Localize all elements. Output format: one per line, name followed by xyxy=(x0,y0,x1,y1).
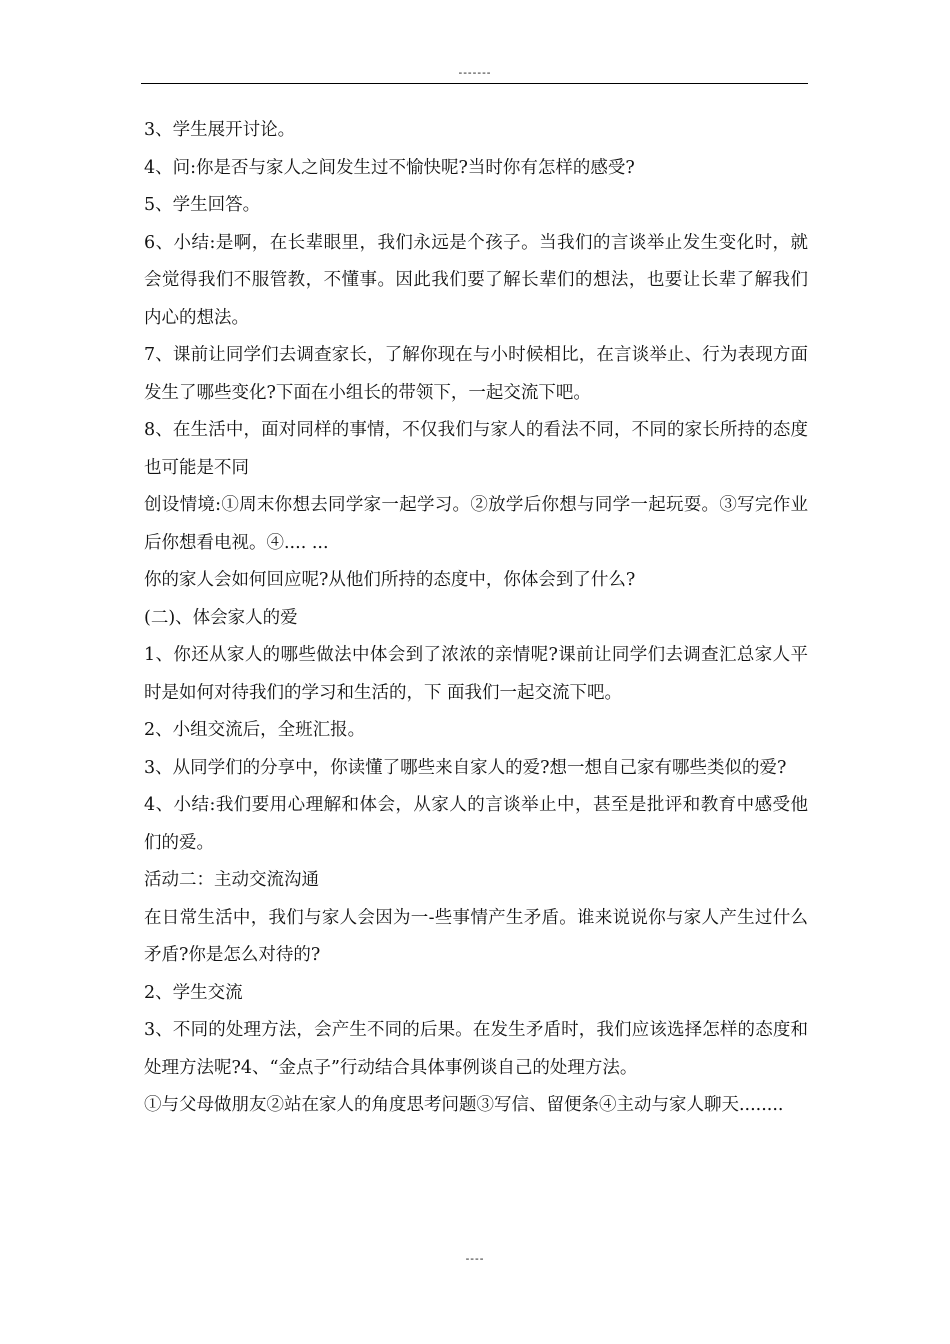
paragraph: 8、在生活中，面对同样的事情，不仅我们与家人的看法不同，不同的家长所持的态度也可能是不同 xyxy=(144,420,808,478)
paragraph: 3、学生展开讨论。 xyxy=(144,120,296,140)
paragraph: 你的家人会如何回应呢?从他们所持的态度中，你体会到了什么? xyxy=(144,570,636,590)
paragraph: 1、你还从家人的哪些做法中体会到了浓浓的亲情呢?课前让同学们去调查汇总家人平时是如何对待我们的学习和生活的，下 面我们一起交流下吧。 xyxy=(144,645,808,703)
footer-mark: ---- xyxy=(465,1252,485,1265)
paragraph: 6、小结:是啊，在长辈眼里，我们永远是个孩子。当我们的言谈举止发生变化时，就会觉得我们不服管教，不懂事。因此我们要了解长辈们的想法，也要让长辈了解我们内心的想法。 xyxy=(144,232,808,328)
paragraph: 2、学生交流 xyxy=(144,982,243,1003)
paragraph: 2、小组交流后，全班汇报。 xyxy=(144,720,366,740)
document-body xyxy=(144,112,808,1125)
paragraph: 3、从同学们的分享中，你读懂了哪些来自家人的爱?想一想自己家有哪些类似的爱? xyxy=(144,757,787,778)
paragraph: 5、学生回答。 xyxy=(144,195,261,215)
section-heading: (二)、体会家人的爱 xyxy=(144,607,298,628)
header-rule xyxy=(141,83,808,84)
section-heading: 活动二：主动交流沟通 xyxy=(144,870,319,890)
paragraph: 在日常生活中，我们与家人会因为一-些事情产生矛盾。谁来说说你与家人产生过什么矛盾?你是怎么对待的? xyxy=(144,907,808,965)
paragraph: 4、问:你是否与家人之间发生过不愉快呢?当时你有怎样的感受? xyxy=(144,157,635,178)
paragraph: ①与父母做朋友②站在家人的角度思考问题③写信、留便条④主动与家人聊天........ xyxy=(144,1095,784,1115)
paragraph: 7、课前让同学们去调查家长，了解你现在与小时候相比，在言谈举止、行为表现方面发生了哪些变化?下面在小组长的带领下，一起交流下吧。 xyxy=(144,345,808,403)
header-mark: ------- xyxy=(458,66,492,79)
paragraph: 3、不同的处理方法，会产生不同的后果。在发生矛盾时，我们应该选择怎样的态度和处理方法呢?4、“金点子”行动结合具体事例谈自己的处理方法。 xyxy=(144,1020,808,1078)
paragraph: 4、小结:我们要用心理解和体会，从家人的言谈举止中，甚至是批评和教育中感受他们的爱。 xyxy=(144,795,808,853)
paragraph: 创设情境:①周末你想去同学家一起学习。②放学后你想与同学一起玩耍。③写完作业后你想看电视。④.... ... xyxy=(144,495,808,553)
